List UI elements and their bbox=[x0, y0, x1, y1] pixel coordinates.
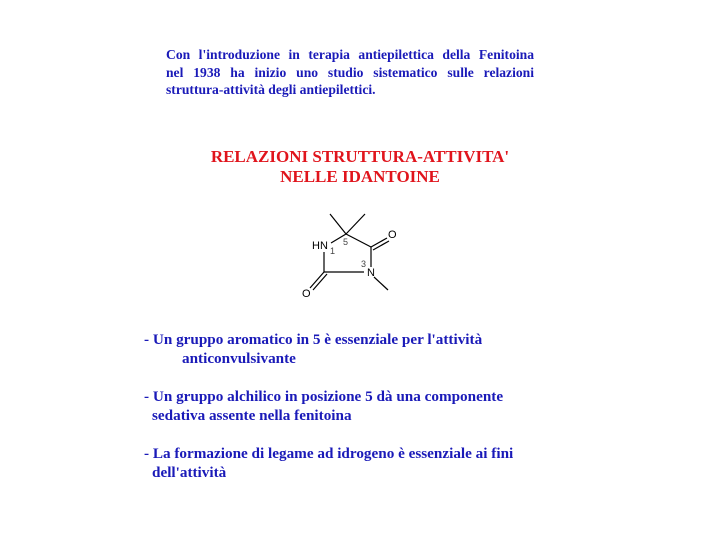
carbonyl-o-top: O bbox=[388, 229, 397, 241]
point-aromatic bbox=[144, 330, 584, 368]
sar-points bbox=[144, 330, 584, 501]
point-2-line-1: - Un gruppo alchilico in posizione 5 dà una componente bbox=[144, 388, 504, 405]
intro-line-3: struttura-attività degli antiepilettici. bbox=[166, 82, 376, 97]
position-5-label: 5 bbox=[343, 237, 349, 247]
title-line-1: RELAZIONI STRUTTURA-ATTIVITA' bbox=[210, 147, 510, 166]
n-label: N bbox=[367, 267, 375, 279]
point-hydrogen-bond bbox=[144, 444, 584, 482]
intro-line-1: Con l'introduzione in terapia antiepilettica della Fenitoina bbox=[166, 47, 534, 62]
slide-title bbox=[140, 147, 580, 187]
point-1-line-2: anticonvulsivante bbox=[182, 350, 296, 367]
carbonyl-o-bottom: O bbox=[302, 288, 311, 300]
point-1-line-1: - Un gruppo aromatico in 5 è essenziale per l'attività bbox=[144, 331, 483, 348]
point-alkyl bbox=[144, 387, 584, 425]
hydantoin-structure bbox=[300, 208, 410, 300]
nh-label: HN bbox=[312, 240, 328, 252]
title-line-2: NELLE IDANTOINE bbox=[280, 167, 440, 186]
point-3-line-2: dell'attività bbox=[152, 464, 227, 481]
point-2-line-2: sedativa assente nella fenitoina bbox=[152, 407, 352, 424]
position-3-label: 3 bbox=[361, 259, 367, 269]
intro-line-2: nel 1938 ha inizio uno studio sistematico sulle relazioni bbox=[166, 64, 534, 80]
intro-paragraph bbox=[166, 46, 534, 99]
position-1-label: 1 bbox=[330, 246, 336, 256]
point-3-line-1: - La formazione di legame ad idrogeno è essenziale ai fini bbox=[144, 445, 514, 462]
